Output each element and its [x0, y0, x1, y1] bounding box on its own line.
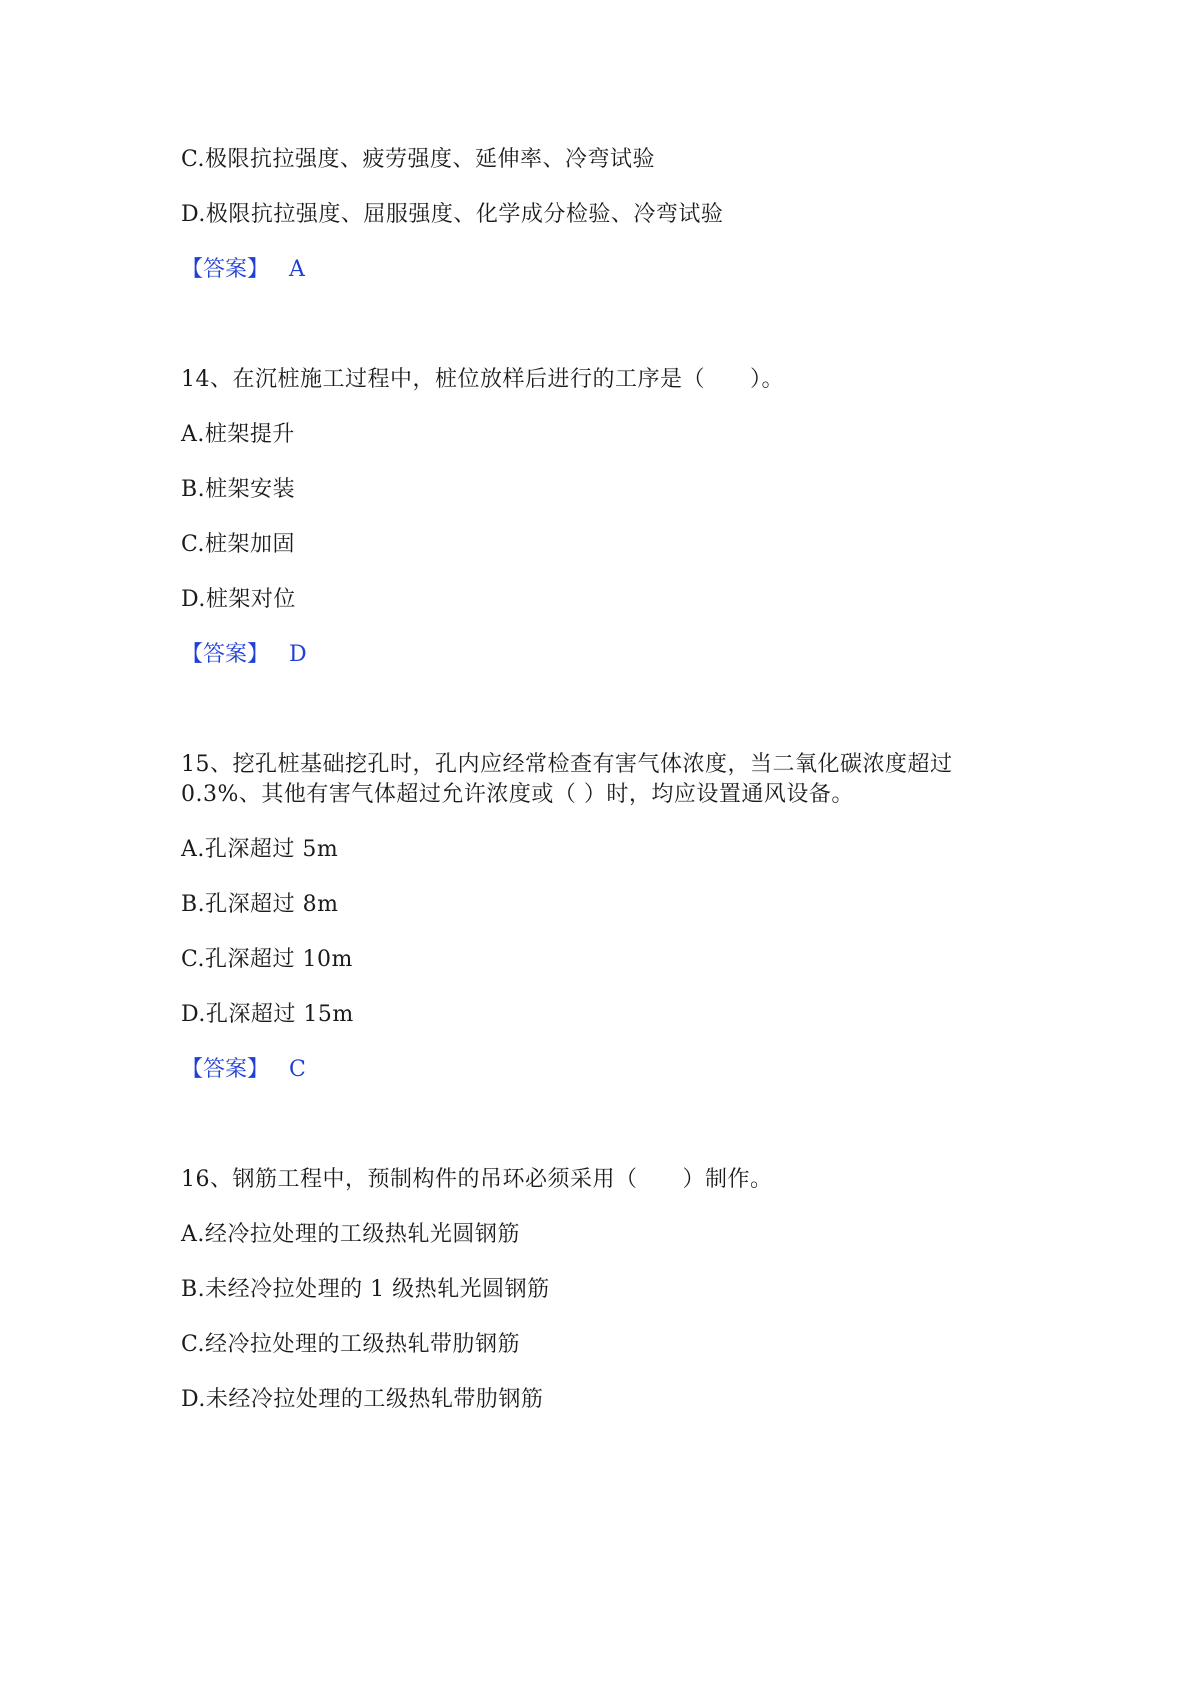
q16-option-d: D.未经冷拉处理的工级热轧带肋钢筋: [181, 1387, 544, 1412]
q15-option-d: D.孔深超过 15m: [181, 1002, 354, 1027]
q13-option-d: D.极限抗拉强度、屈服强度、化学成分检验、冷弯试验: [181, 202, 724, 227]
q13-answer: [181, 255, 305, 285]
answer-value: D: [289, 642, 308, 667]
q16-option-a: A.经冷拉处理的工级热轧光圆钢筋: [181, 1222, 520, 1247]
q14-answer: [181, 640, 307, 670]
q15-stem-line2: 0.3%、其他有害气体超过允许浓度或（ ）时，均应设置通风设备。: [181, 782, 854, 807]
q16-option-b: B.未经冷拉处理的 1 级热轧光圆钢筋: [181, 1277, 550, 1302]
q15-option-a: A.孔深超过 5m: [181, 837, 339, 862]
q14-option-a: A.桩架提升: [181, 422, 295, 447]
answer-label: 【答案】: [181, 1057, 270, 1082]
q16-stem: 16、钢筋工程中，预制构件的吊环必须采用（ ）制作。: [181, 1167, 773, 1192]
q15-option-b: B.孔深超过 8m: [181, 892, 339, 917]
q16-option-c: C.经冷拉处理的工级热轧带肋钢筋: [181, 1332, 521, 1357]
q14-option-b: B.桩架安装: [181, 477, 296, 502]
q15-stem-line1: 15、挖孔桩基础挖孔时，孔内应经常检查有害气体浓度，当二氧化碳浓度超过: [181, 752, 953, 777]
answer-label: 【答案】: [181, 642, 270, 667]
answer-value: C: [289, 1057, 307, 1082]
answer-value: A: [289, 257, 306, 282]
q15-option-c: C.孔深超过 10m: [181, 947, 353, 972]
q14-option-d: D.桩架对位: [181, 587, 296, 612]
q13-option-c: C.极限抗拉强度、疲劳强度、延伸率、冷弯试验: [181, 147, 656, 172]
answer-label: 【答案】: [181, 257, 270, 282]
q14-stem: 14、在沉桩施工过程中，桩位放样后进行的工序是（ ）。: [181, 367, 784, 392]
q15-answer: [181, 1055, 306, 1085]
q14-option-c: C.桩架加固: [181, 532, 296, 557]
